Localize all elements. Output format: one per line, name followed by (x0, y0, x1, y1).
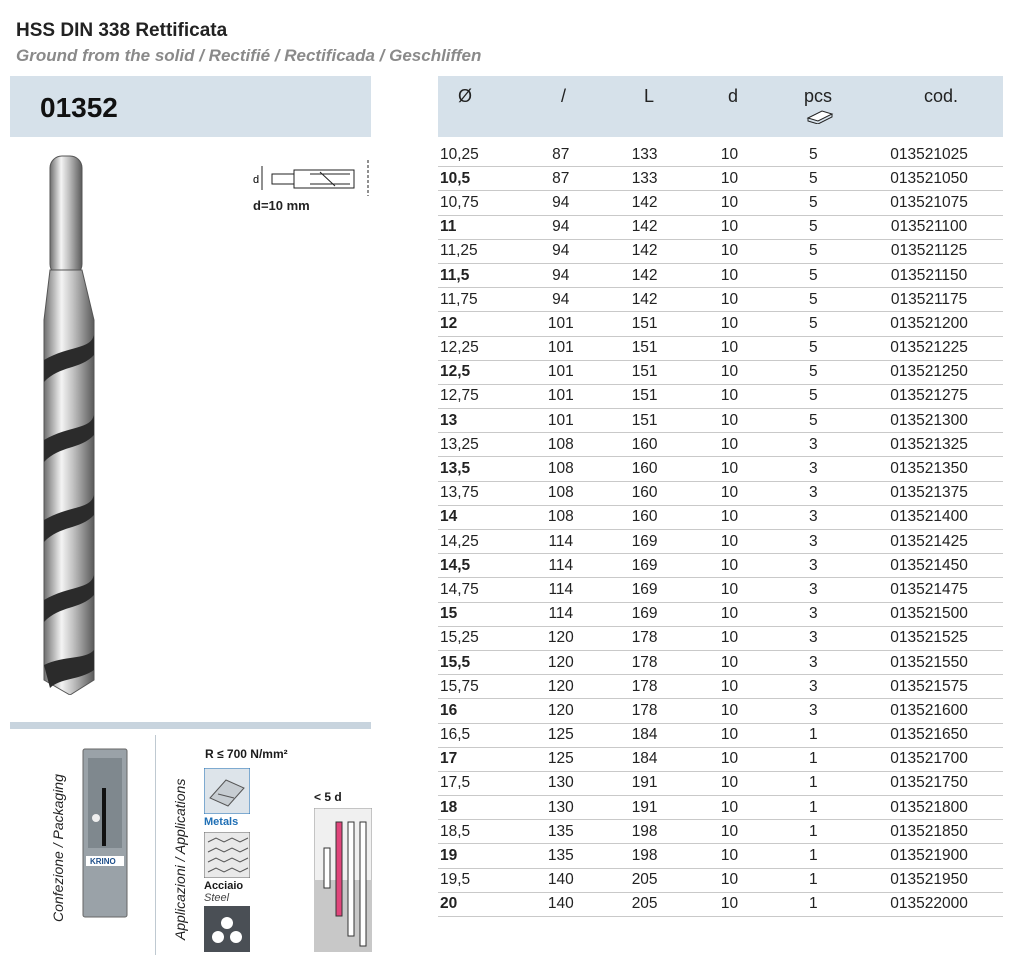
cell-code: 013521600 (855, 699, 1003, 723)
packaging-divider (155, 735, 156, 955)
cell-diameter: 12,25 (438, 336, 520, 360)
cell-shank: 10 (688, 336, 772, 360)
cell-shank: 10 (688, 167, 772, 191)
table-row (438, 312, 1003, 336)
cell-shank: 10 (688, 554, 772, 578)
cell-pcs: 3 (771, 626, 855, 650)
cell-diameter: 14,5 (438, 554, 520, 578)
table-row (438, 384, 1003, 408)
cell-total-length: 169 (602, 530, 688, 554)
cell-diameter: 10,25 (438, 143, 520, 167)
table-row (438, 699, 1003, 723)
cell-shank: 10 (688, 892, 772, 916)
dimension-note: d=10 mm (253, 198, 310, 213)
cell-shank: 10 (688, 868, 772, 892)
cell-pcs: 5 (771, 288, 855, 312)
cell-shank: 10 (688, 771, 772, 795)
packaging-brand: KRINO (90, 857, 116, 866)
cell-diameter: 14,75 (438, 578, 520, 602)
applications-label: Applicazioni / Applications (172, 778, 188, 940)
cell-flute-length: 135 (520, 820, 602, 844)
cell-total-length: 169 (602, 554, 688, 578)
table-row (438, 530, 1003, 554)
cell-pcs: 3 (771, 650, 855, 674)
cell-code: 013521325 (855, 433, 1003, 457)
cell-flute-length: 130 (520, 771, 602, 795)
cell-code: 013521750 (855, 771, 1003, 795)
cell-pcs: 1 (771, 892, 855, 916)
cell-pcs: 3 (771, 578, 855, 602)
cell-total-length: 151 (602, 360, 688, 384)
cell-diameter: 10,75 (438, 191, 520, 215)
table-row (438, 747, 1003, 771)
col-header-diameter: Ø (458, 86, 473, 106)
cell-diameter: 11,25 (438, 239, 520, 263)
cell-total-length: 178 (602, 650, 688, 674)
table-row (438, 892, 1003, 916)
cell-total-length: 151 (602, 384, 688, 408)
cell-flute-length: 140 (520, 868, 602, 892)
sizes-table (438, 143, 1003, 917)
cell-flute-length: 114 (520, 602, 602, 626)
cell-pcs: 5 (771, 312, 855, 336)
cell-diameter: 14 (438, 505, 520, 529)
cell-diameter: 15,75 (438, 675, 520, 699)
cell-total-length: 178 (602, 626, 688, 650)
cell-code: 013521425 (855, 530, 1003, 554)
table-row (438, 602, 1003, 626)
cell-code: 013521800 (855, 796, 1003, 820)
strength-rating: R ≤ 700 N/mm² (205, 747, 288, 761)
table-row (438, 433, 1003, 457)
packaging-image (82, 748, 128, 918)
cell-code: 013521300 (855, 409, 1003, 433)
table-row (438, 336, 1003, 360)
cell-pcs: 5 (771, 143, 855, 167)
cell-pcs: 3 (771, 602, 855, 626)
cell-flute-length: 101 (520, 336, 602, 360)
cell-flute-length: 114 (520, 530, 602, 554)
cell-shank: 10 (688, 143, 772, 167)
depth-drilling-diagram (314, 808, 372, 952)
coolant-icon (204, 906, 250, 952)
cell-flute-length: 120 (520, 699, 602, 723)
cell-diameter: 20 (438, 892, 520, 916)
cell-total-length: 151 (602, 336, 688, 360)
cell-flute-length: 125 (520, 723, 602, 747)
cell-code: 013521250 (855, 360, 1003, 384)
cell-shank: 10 (688, 626, 772, 650)
drill-bit-image (30, 150, 110, 695)
cell-code: 013521375 (855, 481, 1003, 505)
cell-shank: 10 (688, 578, 772, 602)
cell-total-length: 169 (602, 578, 688, 602)
cell-shank: 10 (688, 239, 772, 263)
cell-diameter: 12,5 (438, 360, 520, 384)
cell-total-length: 133 (602, 143, 688, 167)
cell-pcs: 1 (771, 796, 855, 820)
cell-shank: 10 (688, 723, 772, 747)
cell-diameter: 18,5 (438, 820, 520, 844)
table-row (438, 650, 1003, 674)
table-row (438, 239, 1003, 263)
cell-shank: 10 (688, 675, 772, 699)
cell-total-length: 169 (602, 602, 688, 626)
cell-flute-length: 108 (520, 481, 602, 505)
cell-flute-length: 94 (520, 239, 602, 263)
cell-code: 013521700 (855, 747, 1003, 771)
product-code: 01352 (40, 92, 118, 123)
cell-total-length: 160 (602, 433, 688, 457)
cell-pcs: 5 (771, 167, 855, 191)
cell-pcs: 1 (771, 723, 855, 747)
table-row (438, 481, 1003, 505)
cell-shank: 10 (688, 602, 772, 626)
cell-shank: 10 (688, 409, 772, 433)
cell-diameter: 11 (438, 215, 520, 239)
cell-flute-length: 120 (520, 675, 602, 699)
cell-flute-length: 135 (520, 844, 602, 868)
cell-total-length: 184 (602, 723, 688, 747)
cell-shank: 10 (688, 360, 772, 384)
cell-pcs: 1 (771, 771, 855, 795)
col-header-length: L (644, 86, 655, 106)
cell-flute-length: 108 (520, 505, 602, 529)
cell-total-length: 178 (602, 675, 688, 699)
cell-pcs: 1 (771, 820, 855, 844)
table-row (438, 820, 1003, 844)
table-row (438, 191, 1003, 215)
table-row (438, 457, 1003, 481)
cell-code: 013521150 (855, 263, 1003, 287)
table-row (438, 723, 1003, 747)
table-row (438, 360, 1003, 384)
cell-pcs: 3 (771, 505, 855, 529)
table-row (438, 554, 1003, 578)
table-row (438, 626, 1003, 650)
cell-shank: 10 (688, 699, 772, 723)
table-row (438, 288, 1003, 312)
cell-code: 013521950 (855, 868, 1003, 892)
cell-flute-length: 101 (520, 409, 602, 433)
cell-shank: 10 (688, 796, 772, 820)
cell-shank: 10 (688, 844, 772, 868)
cell-pcs: 3 (771, 699, 855, 723)
cell-pcs: 3 (771, 457, 855, 481)
table-row (438, 215, 1003, 239)
cell-total-length: 160 (602, 457, 688, 481)
cell-diameter: 15,25 (438, 626, 520, 650)
cell-diameter: 18 (438, 796, 520, 820)
cell-flute-length: 140 (520, 892, 602, 916)
cell-shank: 10 (688, 650, 772, 674)
cell-shank: 10 (688, 481, 772, 505)
cell-flute-length: 114 (520, 554, 602, 578)
table-header (438, 76, 1003, 137)
package-icon (806, 108, 834, 124)
cell-total-length: 184 (602, 747, 688, 771)
cell-diameter: 19 (438, 844, 520, 868)
metals-label: Metals (204, 816, 239, 828)
cell-code: 013521850 (855, 820, 1003, 844)
table-row (438, 868, 1003, 892)
cell-diameter: 10,5 (438, 167, 520, 191)
cell-flute-length: 94 (520, 191, 602, 215)
cell-total-length: 142 (602, 288, 688, 312)
section-divider (10, 722, 371, 729)
cell-flute-length: 130 (520, 796, 602, 820)
cell-code: 013521100 (855, 215, 1003, 239)
cell-flute-length: 94 (520, 288, 602, 312)
cell-code: 013521450 (855, 554, 1003, 578)
cell-total-length: 178 (602, 699, 688, 723)
cell-flute-length: 101 (520, 360, 602, 384)
cell-diameter: 11,5 (438, 263, 520, 287)
cell-flute-length: 101 (520, 384, 602, 408)
cell-pcs: 5 (771, 191, 855, 215)
cell-total-length: 142 (602, 191, 688, 215)
cell-flute-length: 108 (520, 457, 602, 481)
cell-diameter: 17 (438, 747, 520, 771)
metals-icon (204, 768, 250, 814)
cell-shank: 10 (688, 384, 772, 408)
cell-flute-length: 120 (520, 626, 602, 650)
cell-pcs: 3 (771, 530, 855, 554)
product-code-box (10, 76, 371, 137)
cell-diameter: 14,25 (438, 530, 520, 554)
cell-total-length: 191 (602, 771, 688, 795)
cell-total-length: 198 (602, 820, 688, 844)
cell-shank: 10 (688, 433, 772, 457)
cell-flute-length: 101 (520, 312, 602, 336)
table-row (438, 578, 1003, 602)
cell-pcs: 5 (771, 409, 855, 433)
table-row (438, 143, 1003, 167)
cell-diameter: 15 (438, 602, 520, 626)
cell-code: 013521500 (855, 602, 1003, 626)
cell-diameter: 12 (438, 312, 520, 336)
cell-code: 013521650 (855, 723, 1003, 747)
cell-total-length: 133 (602, 167, 688, 191)
cell-shank: 10 (688, 820, 772, 844)
cell-code: 013521350 (855, 457, 1003, 481)
cell-shank: 10 (688, 288, 772, 312)
steel-icon (204, 832, 250, 878)
cell-code: 013521400 (855, 505, 1003, 529)
cell-total-length: 160 (602, 481, 688, 505)
col-header-flute: / (561, 86, 567, 106)
cell-code: 013521025 (855, 143, 1003, 167)
cell-code: 013521525 (855, 626, 1003, 650)
cell-diameter: 19,5 (438, 868, 520, 892)
col-header-pcs: pcs (804, 86, 833, 106)
col-header-code: cod. (924, 86, 959, 106)
packaging-label: Confezione / Packaging (50, 774, 66, 922)
cell-shank: 10 (688, 263, 772, 287)
cell-total-length: 142 (602, 239, 688, 263)
cell-pcs: 1 (771, 868, 855, 892)
cell-code: 013521125 (855, 239, 1003, 263)
cell-total-length: 205 (602, 892, 688, 916)
cell-pcs: 5 (771, 239, 855, 263)
cell-code: 013521225 (855, 336, 1003, 360)
cell-pcs: 3 (771, 554, 855, 578)
cell-shank: 10 (688, 457, 772, 481)
dimension-drawing (250, 158, 375, 198)
cell-total-length: 151 (602, 312, 688, 336)
cell-pcs: 1 (771, 747, 855, 771)
cell-flute-length: 94 (520, 263, 602, 287)
cell-total-length: 160 (602, 505, 688, 529)
col-header-shank: d (728, 86, 739, 106)
steel-sublabel: Steel (204, 892, 230, 904)
cell-diameter: 16 (438, 699, 520, 723)
cell-pcs: 3 (771, 675, 855, 699)
cell-code: 013522000 (855, 892, 1003, 916)
cell-diameter: 15,5 (438, 650, 520, 674)
page-subtitle: Ground from the solid / Rectifié / Rectificada / Geschliffen (16, 46, 482, 65)
cell-diameter: 17,5 (438, 771, 520, 795)
table-row (438, 505, 1003, 529)
cell-flute-length: 87 (520, 143, 602, 167)
cell-total-length: 151 (602, 409, 688, 433)
table-row (438, 844, 1003, 868)
table-row (438, 796, 1003, 820)
cell-code: 013521200 (855, 312, 1003, 336)
cell-shank: 10 (688, 191, 772, 215)
cell-code: 013521900 (855, 844, 1003, 868)
cell-shank: 10 (688, 530, 772, 554)
cell-flute-length: 120 (520, 650, 602, 674)
cell-total-length: 142 (602, 215, 688, 239)
table-row (438, 167, 1003, 191)
cell-total-length: 191 (602, 796, 688, 820)
cell-diameter: 13,75 (438, 481, 520, 505)
cell-pcs: 5 (771, 336, 855, 360)
dim-symbol: d (253, 174, 260, 186)
cell-code: 013521275 (855, 384, 1003, 408)
cell-shank: 10 (688, 747, 772, 771)
cell-pcs: 5 (771, 384, 855, 408)
cell-diameter: 13,25 (438, 433, 520, 457)
cell-pcs: 5 (771, 360, 855, 384)
cell-code: 013521075 (855, 191, 1003, 215)
steel-label: Acciaio (204, 880, 244, 892)
cell-shank: 10 (688, 505, 772, 529)
cell-pcs: 5 (771, 263, 855, 287)
cell-diameter: 12,75 (438, 384, 520, 408)
cell-total-length: 142 (602, 263, 688, 287)
cell-pcs: 3 (771, 433, 855, 457)
page-title: HSS DIN 338 Rettificata (16, 20, 228, 41)
table-row (438, 675, 1003, 699)
cell-total-length: 198 (602, 844, 688, 868)
cell-diameter: 13 (438, 409, 520, 433)
cell-code: 013521050 (855, 167, 1003, 191)
table-row (438, 263, 1003, 287)
cell-code: 013521475 (855, 578, 1003, 602)
cell-code: 013521175 (855, 288, 1003, 312)
cell-pcs: 1 (771, 844, 855, 868)
cell-diameter: 13,5 (438, 457, 520, 481)
cell-flute-length: 108 (520, 433, 602, 457)
cell-diameter: 16,5 (438, 723, 520, 747)
cell-pcs: 5 (771, 215, 855, 239)
depth-label: < 5 d (314, 790, 342, 804)
table-row (438, 771, 1003, 795)
cell-flute-length: 114 (520, 578, 602, 602)
table-row (438, 409, 1003, 433)
cell-flute-length: 94 (520, 215, 602, 239)
cell-diameter: 11,75 (438, 288, 520, 312)
cell-flute-length: 125 (520, 747, 602, 771)
cell-total-length: 205 (602, 868, 688, 892)
cell-code: 013521550 (855, 650, 1003, 674)
cell-shank: 10 (688, 312, 772, 336)
cell-flute-length: 87 (520, 167, 602, 191)
cell-pcs: 3 (771, 481, 855, 505)
cell-code: 013521575 (855, 675, 1003, 699)
cell-shank: 10 (688, 215, 772, 239)
